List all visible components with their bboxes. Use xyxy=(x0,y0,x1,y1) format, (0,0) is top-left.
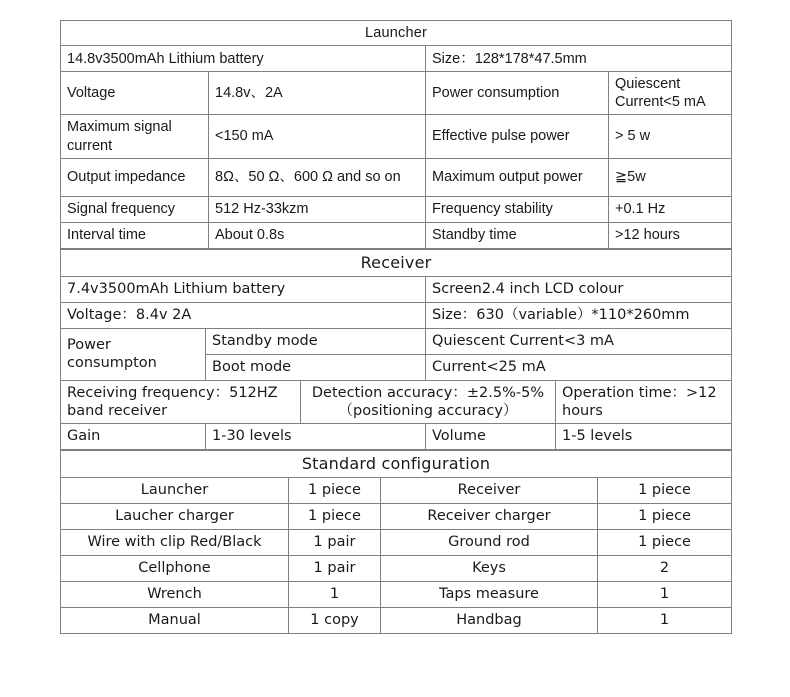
table-row xyxy=(61,276,732,302)
config-item-qty: 1 piece xyxy=(598,529,732,555)
launcher-effective-pulse-power-value: > 5 w xyxy=(609,115,732,158)
receiver-standby-mode-value: Quiescent Current<3 mA xyxy=(426,328,732,354)
launcher-standby-time-label: Standby time xyxy=(426,222,609,248)
receiver-standby-mode-label: Standby mode xyxy=(206,328,426,354)
launcher-table xyxy=(60,20,732,249)
receiver-volume-label: Volume xyxy=(426,423,556,449)
launcher-standby-time-value: >12 hours xyxy=(609,222,732,248)
table-row xyxy=(61,72,732,115)
specification-sheet xyxy=(60,20,731,634)
table-row xyxy=(61,423,732,449)
launcher-banner-row xyxy=(61,21,732,46)
receiver-volume-value: 1-5 levels xyxy=(556,423,732,449)
launcher-max-signal-current-value: <150 mA xyxy=(209,115,426,158)
table-row xyxy=(61,46,732,72)
launcher-interval-time-value: About 0.8s xyxy=(209,222,426,248)
config-item-qty: 1 copy xyxy=(289,607,381,633)
receiver-battery-value: 7.4v3500mAh Lithium battery xyxy=(61,276,426,302)
launcher-interval-time-label: Interval time xyxy=(61,222,209,248)
section-title-launcher: Launcher xyxy=(61,21,732,46)
launcher-voltage-label: Voltage xyxy=(61,72,209,115)
config-item-name: Ground rod xyxy=(381,529,598,555)
config-item-name: Receiver charger xyxy=(381,503,598,529)
receiver-boot-mode-value: Current<25 mA xyxy=(426,354,732,380)
receiver-receiving-frequency-value: Receiving frequency：512HZ band receiver xyxy=(61,380,301,423)
launcher-output-impedance-label: Output impedance xyxy=(61,158,209,196)
config-item-qty: 1 pair xyxy=(289,529,381,555)
launcher-power-consumption-value: Quiescent Current<5 mA xyxy=(609,72,732,115)
config-item-qty: 2 xyxy=(598,555,732,581)
launcher-size-value: Size：128*178*47.5mm xyxy=(426,46,732,72)
launcher-frequency-stability-value: +0.1 Hz xyxy=(609,196,732,222)
table-row xyxy=(61,115,732,158)
table-row xyxy=(61,581,732,607)
config-item-name: Taps measure xyxy=(381,581,598,607)
launcher-signal-frequency-label: Signal frequency xyxy=(61,196,209,222)
config-item-qty: 1 pair xyxy=(289,555,381,581)
launcher-effective-pulse-power-label: Effective pulse power xyxy=(426,115,609,158)
section-title-standard-configuration: Standard configuration xyxy=(61,450,732,477)
config-item-qty: 1 xyxy=(598,607,732,633)
receiver-power-consumption-label: Power consumpton xyxy=(61,328,206,380)
config-item-qty: 1 xyxy=(289,581,381,607)
standard-configuration-banner-row xyxy=(61,450,732,477)
table-row xyxy=(61,222,732,248)
config-item-name: Manual xyxy=(61,607,289,633)
table-row xyxy=(61,302,732,328)
table-row xyxy=(61,158,732,196)
config-item-qty: 1 piece xyxy=(598,477,732,503)
receiver-table xyxy=(60,249,732,450)
receiver-detection-accuracy-value: Detection accuracy：±2.5%-5%（positioning accuracy） xyxy=(301,380,556,423)
launcher-frequency-stability-label: Frequency stability xyxy=(426,196,609,222)
table-row xyxy=(61,328,732,354)
table-row xyxy=(61,477,732,503)
config-item-name: Keys xyxy=(381,555,598,581)
config-item-name: Handbag xyxy=(381,607,598,633)
config-item-qty: 1 piece xyxy=(289,503,381,529)
receiver-voltage-value: Voltage：8.4v 2A xyxy=(61,302,426,328)
config-item-name: Wrench xyxy=(61,581,289,607)
config-item-qty: 1 piece xyxy=(598,503,732,529)
config-item-name: Laucher charger xyxy=(61,503,289,529)
receiver-size-value: Size：630（variable）*110*260mm xyxy=(426,302,732,328)
receiver-screen-value: Screen2.4 inch LCD colour xyxy=(426,276,732,302)
launcher-max-signal-current-label: Maximum signal current xyxy=(61,115,209,158)
receiver-gain-label: Gain xyxy=(61,423,206,449)
receiver-boot-mode-label: Boot mode xyxy=(206,354,426,380)
standard-configuration-table xyxy=(60,450,732,634)
launcher-voltage-value: 14.8v、2A xyxy=(209,72,426,115)
table-row xyxy=(61,196,732,222)
config-item-qty: 1 xyxy=(598,581,732,607)
launcher-battery-value: 14.8v3500mAh Lithium battery xyxy=(61,46,426,72)
launcher-max-output-power-label: Maximum output power xyxy=(426,158,609,196)
config-item-name: Wire with clip Red/Black xyxy=(61,529,289,555)
config-item-name: Receiver xyxy=(381,477,598,503)
receiver-banner-row xyxy=(61,249,732,276)
table-row xyxy=(61,529,732,555)
table-row xyxy=(61,503,732,529)
receiver-gain-value: 1-30 levels xyxy=(206,423,426,449)
table-row xyxy=(61,607,732,633)
section-title-receiver: Receiver xyxy=(61,249,732,276)
config-item-name: Launcher xyxy=(61,477,289,503)
config-item-qty: 1 piece xyxy=(289,477,381,503)
launcher-max-output-power-value: ≧5w xyxy=(609,158,732,196)
launcher-output-impedance-value: 8Ω、50 Ω、600 Ω and so on xyxy=(209,158,426,196)
table-row xyxy=(61,380,732,423)
receiver-operation-time-value: Operation time：>12 hours xyxy=(556,380,732,423)
table-row xyxy=(61,555,732,581)
config-item-name: Cellphone xyxy=(61,555,289,581)
launcher-signal-frequency-value: 512 Hz-33kzm xyxy=(209,196,426,222)
launcher-power-consumption-label: Power consumption xyxy=(426,72,609,115)
